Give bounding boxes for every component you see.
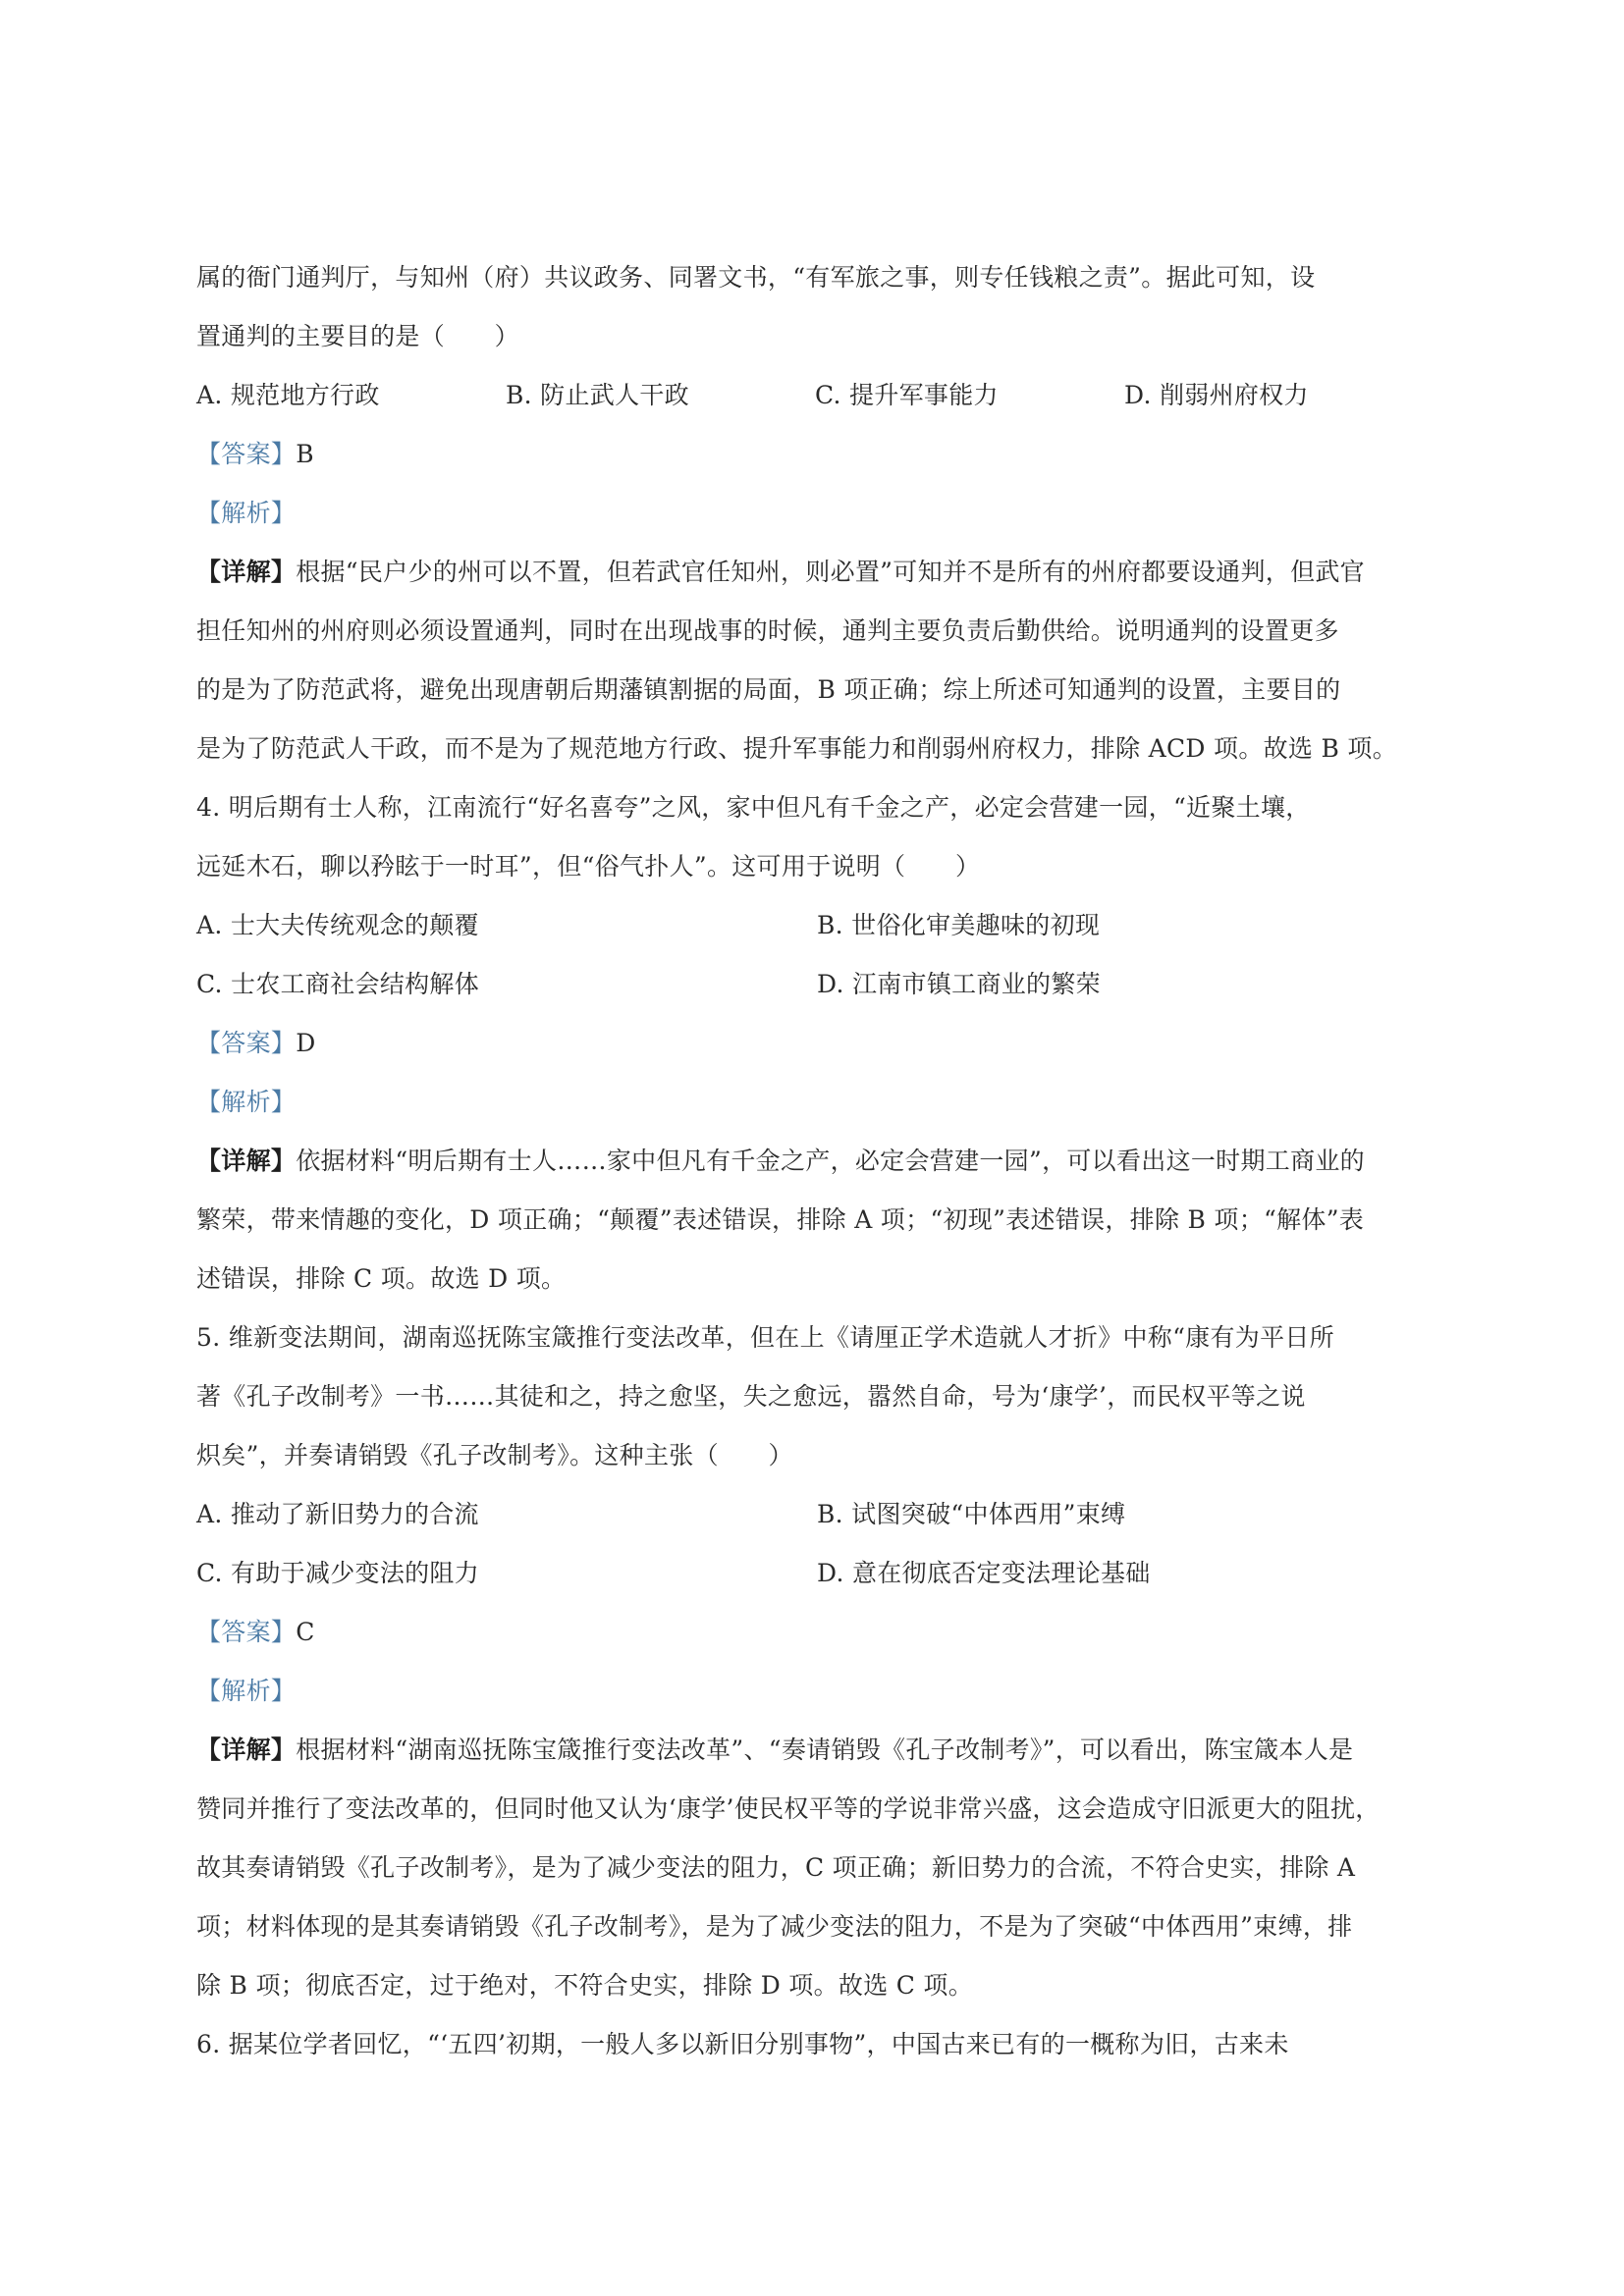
detail-text: 根据材料“湖南巡抚陈宝箴推行变法改革”、“奏请销毁《孔子改制考》”，可以看出，陈宝箴本人是: [296, 1735, 1354, 1764]
question-stem-line: 炽矣”，并奏请销毁《孔子改制考》。这种主张（ ）: [196, 1441, 793, 1469]
analysis-tag: 【解析】: [196, 1088, 297, 1116]
option-d: D. 意在彻底否定变法理论基础: [817, 1559, 1151, 1587]
detail-line: [196, 1132, 1458, 1191]
answer-tag: 【答案】: [196, 440, 297, 468]
question-stem-line: 4. 明后期有士人称，江南流行“好名喜夸”之风，家中但凡有千金之产，必定会营建一园，“近聚土壤，: [196, 793, 1311, 822]
option-c: C. 士农工商社会结构解体: [196, 970, 480, 998]
detail-text: 依据材料“明后期有士人……家中但凡有千金之产，必定会营建一园”，可以看出这一时期工商业的: [296, 1147, 1365, 1175]
option-b: B. 世俗化审美趣味的初现: [817, 911, 1101, 939]
answer-value: D: [296, 1029, 316, 1057]
analysis-line: [196, 1662, 1458, 1721]
option-c: C. 有助于减少变法的阻力: [196, 1559, 480, 1587]
detail-line: 赞同并推行了变法改革的，但同时他又认为‘康学’使民权平等的学说非常兴盛，这会造成守旧派更大的阻扰，: [196, 1794, 1380, 1823]
option-a: A. 士大夫传统观念的颠覆: [196, 911, 479, 939]
detail-line: 项；材料体现的是其奏请销毁《孔子改制考》，是为了减少变法的阻力，不是为了突破“中体西用”束缚，排: [196, 1912, 1353, 1941]
answer-value: C: [296, 1618, 315, 1646]
options-row: [196, 896, 1458, 955]
document-page: [196, 248, 1458, 2074]
answer-line: [196, 425, 1458, 484]
analysis-line: [196, 1073, 1458, 1132]
analysis-line: [196, 484, 1458, 543]
question-4: [196, 778, 1458, 1308]
options-row: [196, 955, 1458, 1014]
detail-line: 述错误，排除 C 项。故选 D 项。: [196, 1264, 567, 1293]
question-stem-line: 5. 维新变法期间，湖南巡抚陈宝箴推行变法改革，但在上《请厘正学术造就人才折》中称“康有为平日所: [196, 1323, 1334, 1352]
detail-line: 繁荣，带来情趣的变化，D 项正确；“颠覆”表述错误，排除 A 项；“初现”表述错误，排除 B 项；“解体”表: [196, 1205, 1365, 1234]
detail-line: 除 B 项；彻底否定，过于绝对，不符合史实，排除 D 项。故选 C 项。: [196, 1971, 974, 2000]
detail-tag: 【详解】: [196, 558, 297, 586]
options-row: [196, 366, 1458, 425]
analysis-tag: 【解析】: [196, 499, 297, 527]
answer-line: [196, 1603, 1458, 1662]
detail-line: 的是为了防范武将，避免出现唐朝后期藩镇割据的局面，B 项正确；综上所述可知通判的设置，主要目的: [196, 675, 1341, 704]
question-3: [196, 248, 1458, 778]
answer-tag: 【答案】: [196, 1029, 297, 1057]
option-c: C. 提升军事能力: [815, 381, 999, 409]
detail-line: 担任知州的州府则必须设置通判，同时在出现战事的时候，通判主要负责后勤供给。说明通判的设置更多: [196, 616, 1339, 645]
option-d: D. 削弱州府权力: [1124, 381, 1309, 409]
option-d: D. 江南市镇工商业的繁荣: [817, 970, 1101, 998]
question-stem-line: 属的衙门通判厅，与知州（府）共议政务、同署文书，“有军旅之事，则专任钱粮之责”。据此可知，设: [196, 263, 1316, 292]
answer-value: B: [296, 440, 314, 468]
detail-line: 是为了防范武人干政，而不是为了规范地方行政、提升军事能力和削弱州府权力，排除 ACD 项。故选 B 项。: [196, 734, 1397, 763]
option-b: B. 防止武人干政: [506, 381, 689, 409]
question-6: [196, 2015, 1458, 2074]
question-5: [196, 1308, 1458, 2015]
detail-tag: 【详解】: [196, 1147, 297, 1175]
option-a: A. 推动了新旧势力的合流: [196, 1500, 479, 1528]
analysis-tag: 【解析】: [196, 1677, 297, 1705]
answer-tag: 【答案】: [196, 1618, 297, 1646]
question-stem-line: 著《孔子改制考》一书……其徒和之，持之愈坚，失之愈远，嚣然自命，号为‘康学’，而民权平等之说: [196, 1382, 1306, 1411]
question-stem-line: 置通判的主要目的是（ ）: [196, 322, 519, 350]
option-b: B. 试图突破“中体西用”束缚: [817, 1500, 1126, 1528]
detail-text: 根据“民户少的州可以不置，但若武官任知州，则必置”可知并不是所有的州府都要设通判，但武官: [296, 558, 1365, 586]
question-stem-line: 远延木石，聊以矜眩于一时耳”，但“俗气扑人”。这可用于说明（ ）: [196, 852, 981, 881]
detail-tag: 【详解】: [196, 1735, 297, 1764]
detail-line: 故其奏请销毁《孔子改制考》，是为了减少变法的阻力，C 项正确；新旧势力的合流，不符合史实，排除 A: [196, 1853, 1356, 1882]
options-row: [196, 1544, 1458, 1603]
options-row: [196, 1485, 1458, 1544]
detail-line: [196, 1721, 1458, 1780]
question-stem-line: 6. 据某位学者回忆，“‘五四’初期，一般人多以新旧分别事物”，中国古来已有的一概称为旧，古来未: [196, 2030, 1289, 2058]
detail-line: [196, 543, 1458, 602]
option-a: A. 规范地方行政: [196, 381, 380, 409]
answer-line: [196, 1014, 1458, 1073]
